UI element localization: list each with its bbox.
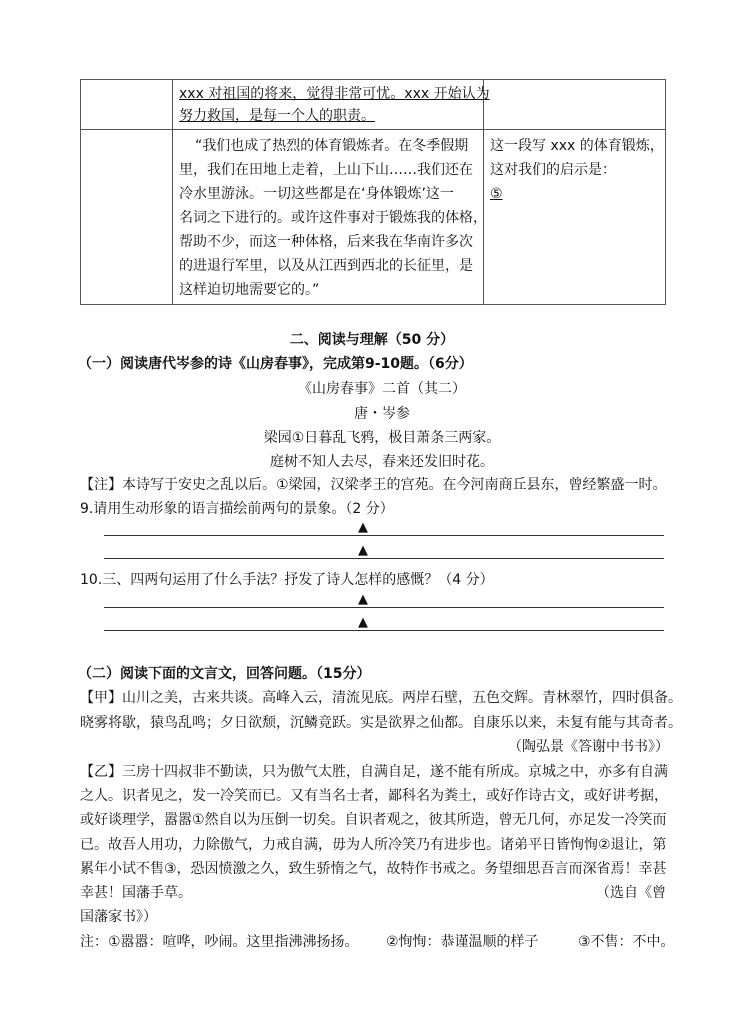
jia-source: （陶弘景《答谢中书书》）	[508, 739, 669, 755]
yi-source-cont: 国藩家书》）	[80, 909, 157, 925]
yi-line: 累年小试不售③，恐因愤激之久，致生骄惰之气，故特作书戒之。务望细思吾言而深省焉！幸甚	[80, 861, 667, 877]
jia-line: 【甲】山川之美，古来共谈。高峰入云，清流见底。两岸石壁，五色交辉。青林翠竹，四时俱备。	[80, 690, 682, 706]
table-text-line: “我们也成了热烈的体育锻炼者。在冬季假期	[195, 138, 469, 154]
yi-line: 已。故吾人用功，力除傲气，力戒自满，毋为人所冷笑乃有进步也。诸弟平日皆恂恂②退让，第	[80, 837, 667, 853]
poem-line-2: 庭树不知人去尽，春来还发旧时花。	[270, 454, 494, 470]
question-10: 10.三、四两句运用了什么手法？抒发了诗人怎样的感慨？（4 分）	[80, 572, 494, 588]
answer-line-q9-1[interactable]	[104, 535, 664, 536]
part2-heading: （二）阅读下面的文言文，回答问题。（15分）	[78, 666, 371, 682]
table-cell-mid	[173, 130, 487, 305]
question-9: 9.请用生动形象的语言描绘前两句的景象。（2 分）	[80, 501, 394, 517]
note-2: ②恂恂：恭谨温顺的样子	[386, 934, 539, 950]
table-text-line: 这样迫切地需要它的。”	[179, 282, 320, 298]
poem-title: 《山房春事》二首（其二）	[298, 381, 466, 397]
table-cell-mid	[173, 80, 490, 130]
jia-line: 晓雾将歇，猿鸟乱鸣；夕日欲颓，沉鳞竞跃。实是欲界之仙都。自康乐以来，未复有能与其奇者。	[80, 715, 682, 731]
note-3: ③不售：不中。	[578, 934, 675, 950]
table-row	[81, 130, 666, 305]
poem-note: 【注】本诗写于安史之乱以后。①梁园，汉梁孝王的宫苑。在今河南商丘县东，曾经繁盛一时。	[80, 477, 667, 493]
answer-line-q10-2[interactable]	[104, 630, 664, 631]
part1-heading: （一）阅读唐代岑参的诗《山房春事》，完成第9-10题。（6分）	[78, 356, 473, 372]
table-cell-left	[81, 80, 173, 130]
answer-line-q9-2[interactable]	[104, 558, 664, 559]
yi-source: （选自《曾	[596, 885, 666, 901]
yi-line-last: 幸甚！国藩手草。	[80, 885, 192, 901]
reading-table	[80, 79, 666, 305]
table-text-line: 名词之下进行的。或许这件事对于锻炼我的体格，	[179, 210, 487, 226]
answer-mark: ▲	[358, 543, 368, 558]
answer-mark: ▲	[358, 592, 368, 607]
table-text-line: 里，我们在田地上走着，上山下山……我们还在	[179, 162, 473, 178]
answer-mark: ▲	[358, 615, 368, 630]
table-cell-right	[484, 130, 666, 305]
table-text-line: 帮助不少，而这一种体格，后来我在华南许多次	[179, 234, 473, 250]
table-cell-left	[81, 130, 173, 305]
section-title: 二、阅读与理解（50 分）	[289, 332, 455, 348]
poem-author: 唐・岑参	[354, 406, 410, 422]
table-row	[81, 80, 666, 130]
table-text-line: xxx 对祖国的将来，觉得非常可忧。xxx 开始认为	[179, 86, 490, 102]
table-text-line: 努力救国，是每一个人的职责。	[179, 108, 375, 124]
table-text-line: 的进退行军里，以及从江西到西北的长征里，是	[179, 258, 473, 274]
table-text-line: 冷水里游泳。一切这些都是在‘身体锻炼’这一	[179, 186, 454, 202]
table-text-line: 这对我们的启示是：	[490, 162, 616, 178]
note-1: 注：①嚣嚣：喧哗，吵闹。这里指沸沸扬扬。	[80, 934, 359, 950]
poem-line-1: 梁园①日暮乱飞鸦，极目萧条三两家。	[263, 430, 501, 446]
answer-mark: ▲	[358, 520, 368, 535]
answer-blank-5[interactable]: ⑤	[490, 186, 503, 202]
answer-line-q10-1[interactable]	[104, 607, 664, 608]
yi-line: 或好谈理学，嚣嚣①然自以为压倒一切矣。自识者观之，彼其所造，曾无几何，亦足发一冷笑而	[80, 812, 667, 828]
yi-line: 【乙】三房十四叔非不勤读，只为傲气太胜，自满自足，遂不能有所成。京城之中，亦多有自满	[80, 764, 668, 780]
yi-line: 之人。识者见之，发一冷笑而已。又有当名士者，鄙科名为粪土，或好作诗古文，或好讲考据，	[80, 788, 668, 804]
table-text-line: 这一段写 xxx 的体育锻炼，	[490, 138, 664, 154]
table-cell-right	[484, 80, 666, 130]
